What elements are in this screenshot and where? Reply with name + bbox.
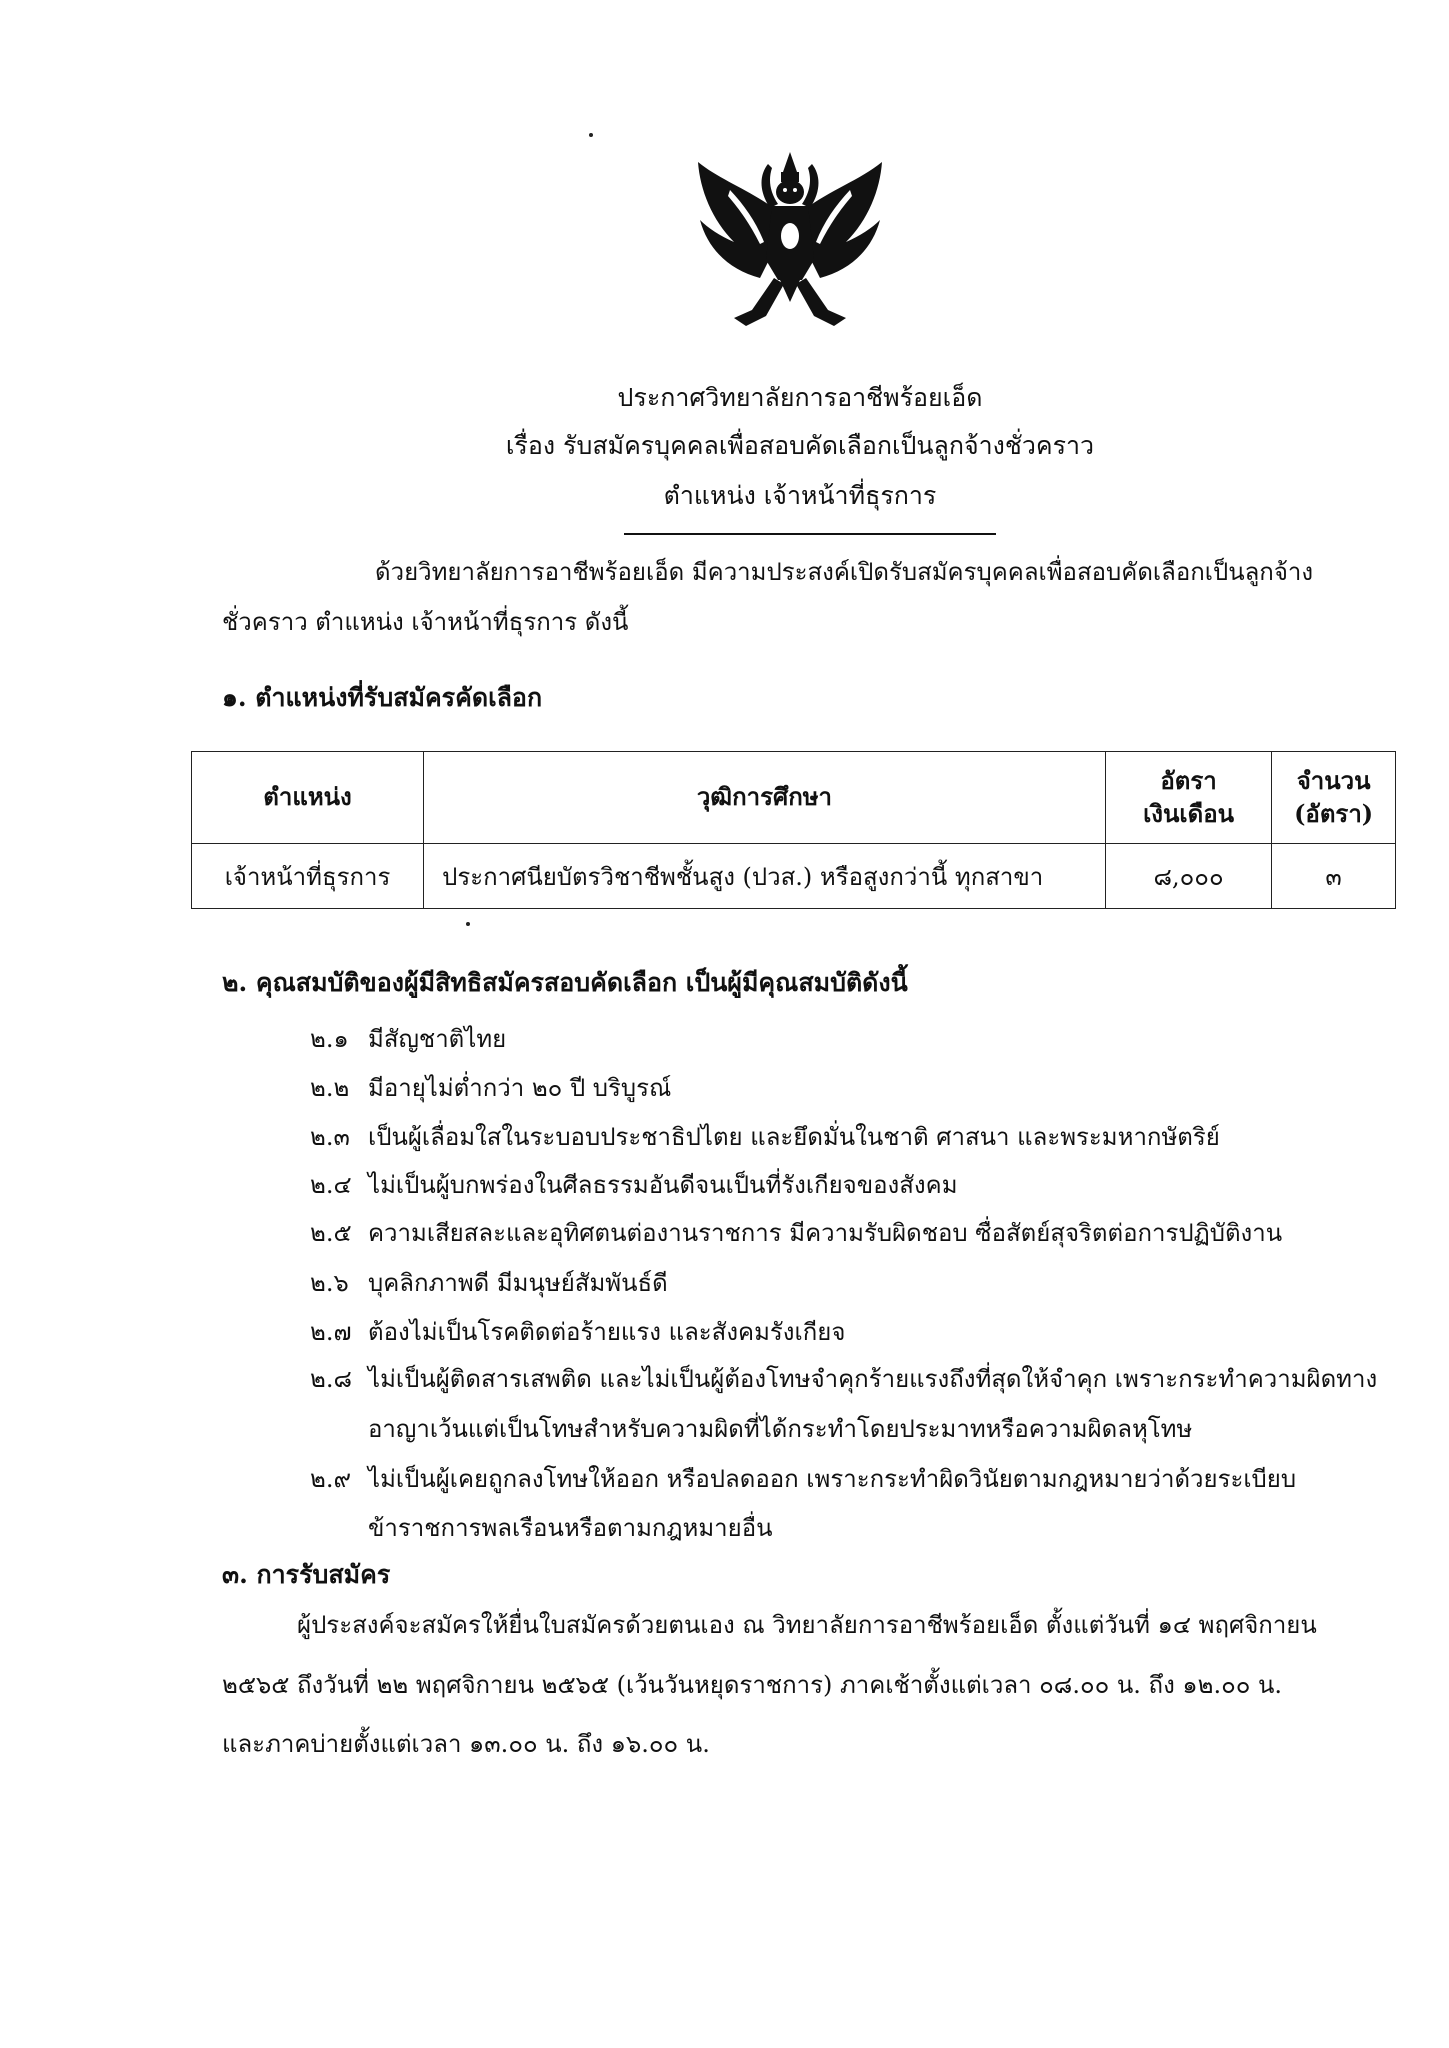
section-1-heading: ๑. ตำแหน่งที่รับสมัครคัดเลือก xyxy=(222,683,543,712)
header-salary-line-2: เงินเดือน xyxy=(1143,798,1235,828)
header-count-line-2: (อัตรา) xyxy=(1294,798,1374,828)
qualification-item xyxy=(310,1076,671,1100)
header-education: วุฒิการศึกษา xyxy=(424,752,1106,844)
qualification-number: ๒.๗ xyxy=(310,1318,352,1346)
qualification-text: ไม่เป็นผู้ติดสารเสพติด และไม่เป็นผู้ต้องโทษจำคุกร้ายแรงถึงที่สุดให้จำคุก เพราะกระทำความผิดทาง xyxy=(368,1365,1378,1393)
qualification-text: ความเสียสละและอุทิศตนต่องานราชการ มีความรับผิดชอบ ซื่อสัตย์สุจริตต่อการปฏิบัติงาน xyxy=(368,1219,1283,1247)
intro-line-1: ด้วยวิทยาลัยการอาชีพร้อยเอ็ด มีความประสงค์เปิดรับสมัครบุคคลเพื่อสอบคัดเลือกเป็นลูกจ้าง xyxy=(375,558,1314,586)
qualification-item xyxy=(310,1027,506,1051)
section-3-heading: ๓. การรับสมัคร xyxy=(222,1560,391,1589)
positions-table xyxy=(191,751,1396,909)
scan-speck xyxy=(589,133,593,137)
qualification-item xyxy=(310,1173,958,1197)
qualification-item xyxy=(310,1367,1377,1391)
announcement-subject: เรื่อง รับสมัครบุคคลเพื่อสอบคัดเลือกเป็นลูกจ้างชั่วคราว xyxy=(505,431,1095,460)
qualification-item xyxy=(310,1125,1220,1149)
qualification-item xyxy=(310,1320,845,1344)
qualification-number: ๒.๒ xyxy=(310,1074,350,1102)
header-count-line-1: จำนวน xyxy=(1296,766,1371,796)
qualification-number: ๒.๑ xyxy=(310,1025,349,1053)
application-line-1: ผู้ประสงค์จะสมัครให้ยื่นใบสมัครด้วยตนเอง ณ วิทยาลัยการอาชีพร้อยเอ็ด ตั้งแต่วันที่ ๑๔ พฤศจิกายน xyxy=(297,1611,1317,1639)
announcement-position: ตำแหน่ง เจ้าหน้าที่ธุรการ xyxy=(663,481,937,510)
cell-education: ประกาศนียบัตรวิชาชีพชั้นสูง (ปวส.) หรือสูงกว่านี้ ทุกสาขา xyxy=(424,844,1106,909)
section-2-heading: ๒. คุณสมบัติของผู้มีสิทธิสมัครสอบคัดเลือก เป็นผู้มีคุณสมบัติดังนี้ xyxy=(222,968,908,997)
qualification-continuation: ข้าราชการพลเรือนหรือตามกฎหมายอื่น xyxy=(368,1514,773,1542)
qualification-item xyxy=(310,1271,668,1295)
header-position: ตำแหน่ง xyxy=(192,752,424,844)
qualification-number: ๒.๕ xyxy=(310,1219,352,1247)
qualification-number: ๒.๙ xyxy=(310,1465,352,1493)
qualification-continuation: อาญาเว้นแต่เป็นโทษสำหรับความผิดที่ได้กระทำโดยประมาทหรือความผิดลหุโทษ xyxy=(368,1415,1193,1443)
qualification-number: ๒.๖ xyxy=(310,1269,349,1297)
qualification-text: บุคลิกภาพดี มีมนุษย์สัมพันธ์ดี xyxy=(368,1269,668,1297)
application-line-2: ๒๕๖๕ ถึงวันที่ ๒๒ พฤศจิกายน ๒๕๖๕ (เว้นวันหยุดราชการ) ภาคเช้าตั้งแต่เวลา ๐๘.๐๐ น. ถึง ๑๒.๐๐ น. xyxy=(222,1671,1283,1699)
header-count xyxy=(1272,752,1396,844)
scan-speck xyxy=(466,922,470,926)
table-header-row xyxy=(192,752,1396,844)
qualification-item xyxy=(310,1467,1296,1491)
header-salary-line-1: อัตรา xyxy=(1160,766,1217,796)
garuda-emblem-icon xyxy=(690,150,890,340)
qualification-text: เป็นผู้เลื่อมใสในระบอบประชาธิปไตย และยึดมั่นในชาติ ศาสนา และพระมหากษัตริย์ xyxy=(368,1123,1220,1151)
qualification-number: ๒.๔ xyxy=(310,1171,352,1199)
cell-position: เจ้าหน้าที่ธุรการ xyxy=(192,844,424,909)
qualification-text: ต้องไม่เป็นโรคติดต่อร้ายแรง และสังคมรังเกียจ xyxy=(368,1318,846,1346)
qualification-text: มีอายุไม่ต่ำกว่า ๒๐ ปี บริบูรณ์ xyxy=(368,1074,672,1102)
cell-salary: ๘,๐๐๐ xyxy=(1105,844,1271,909)
qualification-text: ไม่เป็นผู้เคยถูกลงโทษให้ออก หรือปลดออก เพราะกระทำผิดวินัยตามกฎหมายว่าด้วยระเบียบ xyxy=(368,1465,1297,1493)
qualification-number: ๒.๘ xyxy=(310,1365,352,1393)
table-row xyxy=(192,844,1396,909)
heading-divider xyxy=(624,533,996,535)
qualification-text: มีสัญชาติไทย xyxy=(368,1025,507,1053)
qualification-number: ๒.๓ xyxy=(310,1123,350,1151)
announcement-title: ประกาศวิทยาลัยการอาชีพร้อยเอ็ด xyxy=(617,383,983,412)
intro-line-2: ชั่วคราว ตำแหน่ง เจ้าหน้าที่ธุรการ ดังนี้ xyxy=(222,608,629,636)
qualification-text: ไม่เป็นผู้บกพร่องในศีลธรรมอันดีจนเป็นที่รังเกียจของสังคม xyxy=(368,1171,958,1199)
cell-count: ๓ xyxy=(1272,844,1396,909)
application-line-3: และภาคบ่ายตั้งแต่เวลา ๑๓.๐๐ น. ถึง ๑๖.๐๐ น. xyxy=(222,1730,710,1758)
qualification-item xyxy=(310,1221,1282,1245)
header-salary xyxy=(1105,752,1271,844)
